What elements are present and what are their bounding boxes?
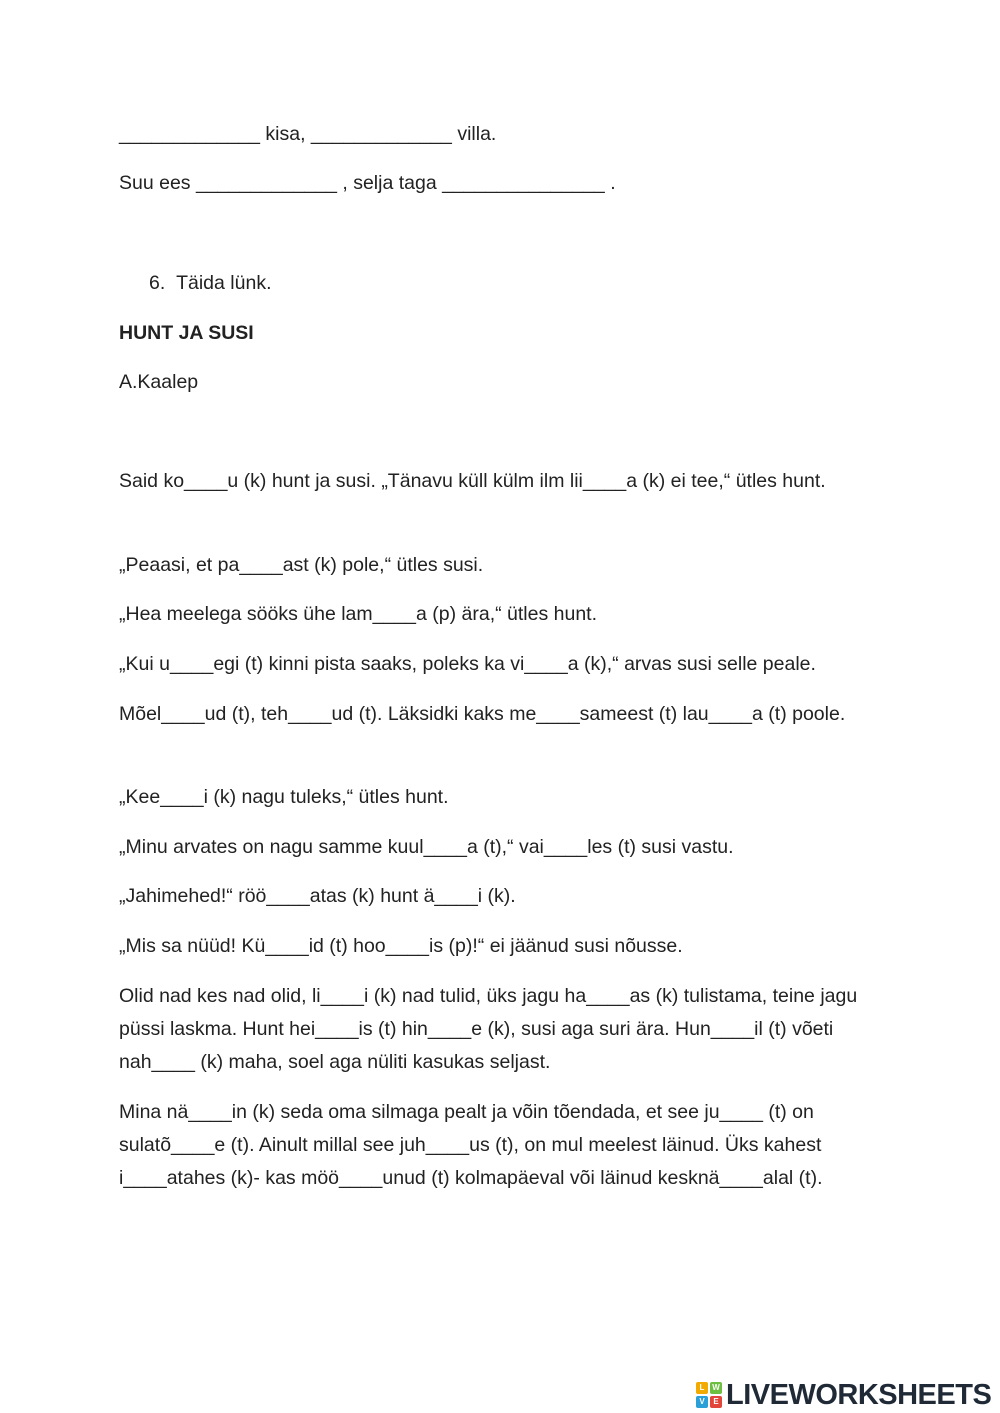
paragraph-8: „Jahimehed!“ röö____atas (k) hunt ä____i (k).	[119, 885, 516, 907]
logo-mark-icon	[696, 1382, 722, 1408]
paragraph-9: „Mis sa nüüd! Kü____id (t) hoo____is (p)!“ ei jäänud susi nõusse.	[119, 935, 683, 957]
logo-mark-e: E	[710, 1396, 722, 1408]
story-author: A.Kaalep	[119, 371, 199, 393]
paragraph-5: Mõel____ud (t), teh____ud (t). Läksidki kaks me____sameest (t) lau____a (t) poole.	[119, 703, 846, 725]
line-kisa-villa: _____________ kisa, _____________ villa.	[119, 123, 497, 145]
paragraph-2: „Peaasi, et pa____ast (k) pole,“ ütles susi.	[119, 554, 484, 576]
logo-mark-w: W	[710, 1382, 722, 1394]
paragraph-3: „Hea meelega sööks ühe lam____a (p) ära,“ ütles hunt.	[119, 603, 598, 625]
liveworksheets-logo[interactable]	[696, 1378, 991, 1412]
paragraph-6: „Kee____i (k) nagu tuleks,“ ütles hunt.	[119, 786, 449, 808]
line-suu-ees: Suu ees _____________ , selja taga _______________ .	[119, 172, 616, 194]
logo-text: LIVEWORKSHEETS	[726, 1378, 992, 1411]
story-title: HUNT JA SUSI	[119, 322, 254, 344]
paragraph-10: Olid nad kes nad olid, li____i (k) nad tulid, üks jagu ha____as (k) tulistama, teine jagu püssi laskma. Hunt hei____is (t) hin____e (k), susi aga suri ära. Hun____il (t) võeti nah____ (k) maha, soel aga nüliti kasukas seljast.	[119, 985, 858, 1073]
logo-mark-v: V	[696, 1396, 708, 1408]
paragraph-1: Said ko____u (k) hunt ja susi. „Tänavu küll külm ilm lii____a (k) ei tee,“ ütles hunt.	[119, 470, 826, 492]
paragraph-11: Mina nä____in (k) seda oma silmaga pealt ja võin tõendada, et see ju____ (t) on sulatõ____e (t). Ainult millal see juh____us (t), on mul meelest läinud. Üks kahest i____atahes (k)- kas möö____unud (t) kolmapäeval või läinud kesknä____alal (t).	[119, 1101, 823, 1189]
task-number-6: 6. Täida lünk.	[149, 272, 272, 294]
logo-mark-l: L	[696, 1382, 708, 1394]
paragraph-7: „Minu arvates on nagu samme kuul____a (t),“ vai____les (t) susi vastu.	[119, 836, 734, 858]
paragraph-4: „Kui u____egi (t) kinni pista saaks, poleks ka vi____a (k),“ arvas susi selle peale.	[119, 653, 816, 675]
